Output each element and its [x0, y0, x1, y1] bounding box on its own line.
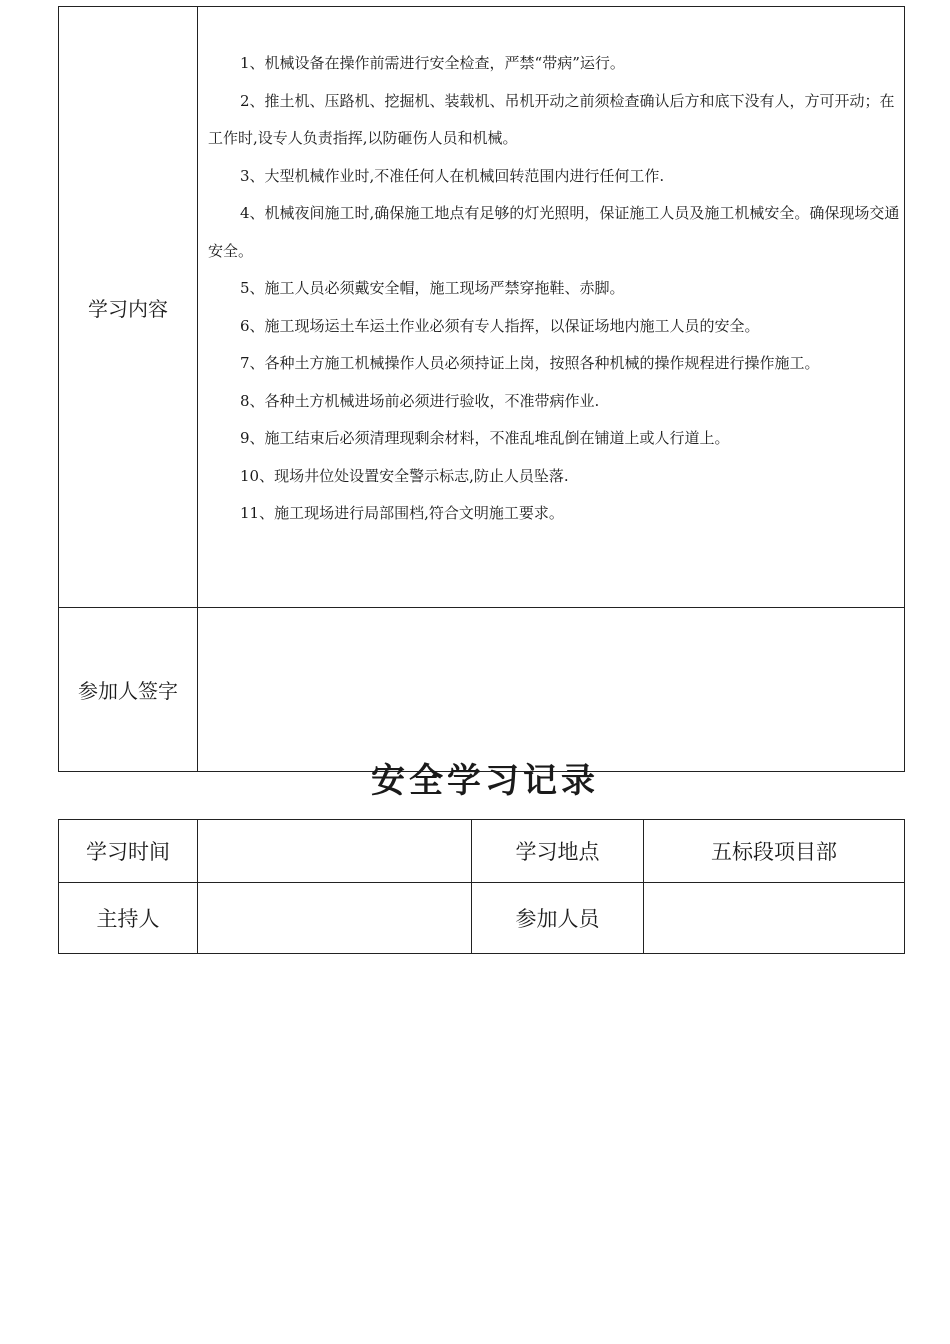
study-content-table: [58, 6, 905, 772]
participant-signature-label: 参加人签字: [59, 608, 198, 772]
study-location-label: 学习地点: [472, 820, 644, 883]
record-row-host-participants: [59, 883, 905, 954]
record-row-time-location: [59, 820, 905, 883]
content-item: 10、现场井位处设置安全警示标志,防止人员坠落.: [240, 466, 569, 485]
content-item: 1、机械设备在操作前需进行安全检查，严禁“带病”运行。: [240, 54, 625, 72]
host-field[interactable]: [198, 883, 472, 954]
participants-field[interactable]: [644, 883, 905, 954]
content-item: 5、施工人员必须戴安全帽，施工现场严禁穿拖鞋、赤脚。: [240, 279, 625, 297]
content-item: 11、施工现场进行局部围档,符合文明施工要求。: [240, 504, 564, 522]
study-content-list: [198, 7, 904, 533]
content-item: 4、机械夜间施工时,确保施工地点有足够的灯光照明，保证施工人员及施工机械安全。确保现场交通安全。: [208, 204, 900, 260]
content-item: 7、各种土方施工机械操作人员必须持证上岗，按照各种机械的操作规程进行操作施工。: [240, 354, 820, 372]
content-item: 2、推土机、压路机、挖掘机、装载机、吊机开动之前须检查确认后方和底下没有人，方可开动；在工作时,设专人负责指挥,以防砸伤人员和机械。: [208, 91, 895, 147]
study-record-table: [58, 819, 905, 954]
study-time-field[interactable]: [198, 820, 472, 883]
participants-label: 参加人员: [472, 883, 644, 954]
study-time-label: 学习时间: [59, 820, 198, 883]
study-content-label: 学习内容: [59, 7, 198, 608]
study-content-cell: [198, 7, 905, 608]
study-location-value[interactable]: 五标段项目部: [644, 820, 905, 883]
host-label: 主持人: [59, 883, 198, 954]
content-item: 8、各种土方机械进场前必须进行验收，不准带病作业.: [240, 391, 600, 410]
participant-signature-field[interactable]: [198, 608, 905, 772]
content-item: 3、大型机械作业时,不准任何人在机械回转范围内进行任何工作.: [240, 166, 665, 185]
content-item: 9、施工结束后必须清理现剩余材料，不准乱堆乱倒在铺道上或人行道上。: [240, 429, 730, 447]
participant-signature-row: [59, 608, 905, 772]
content-item: 6、施工现场运土车运土作业必须有专人指挥，以保证场地内施工人员的安全。: [240, 316, 760, 335]
study-content-row: [59, 7, 905, 608]
document-title: 安全学习记录: [371, 761, 599, 801]
